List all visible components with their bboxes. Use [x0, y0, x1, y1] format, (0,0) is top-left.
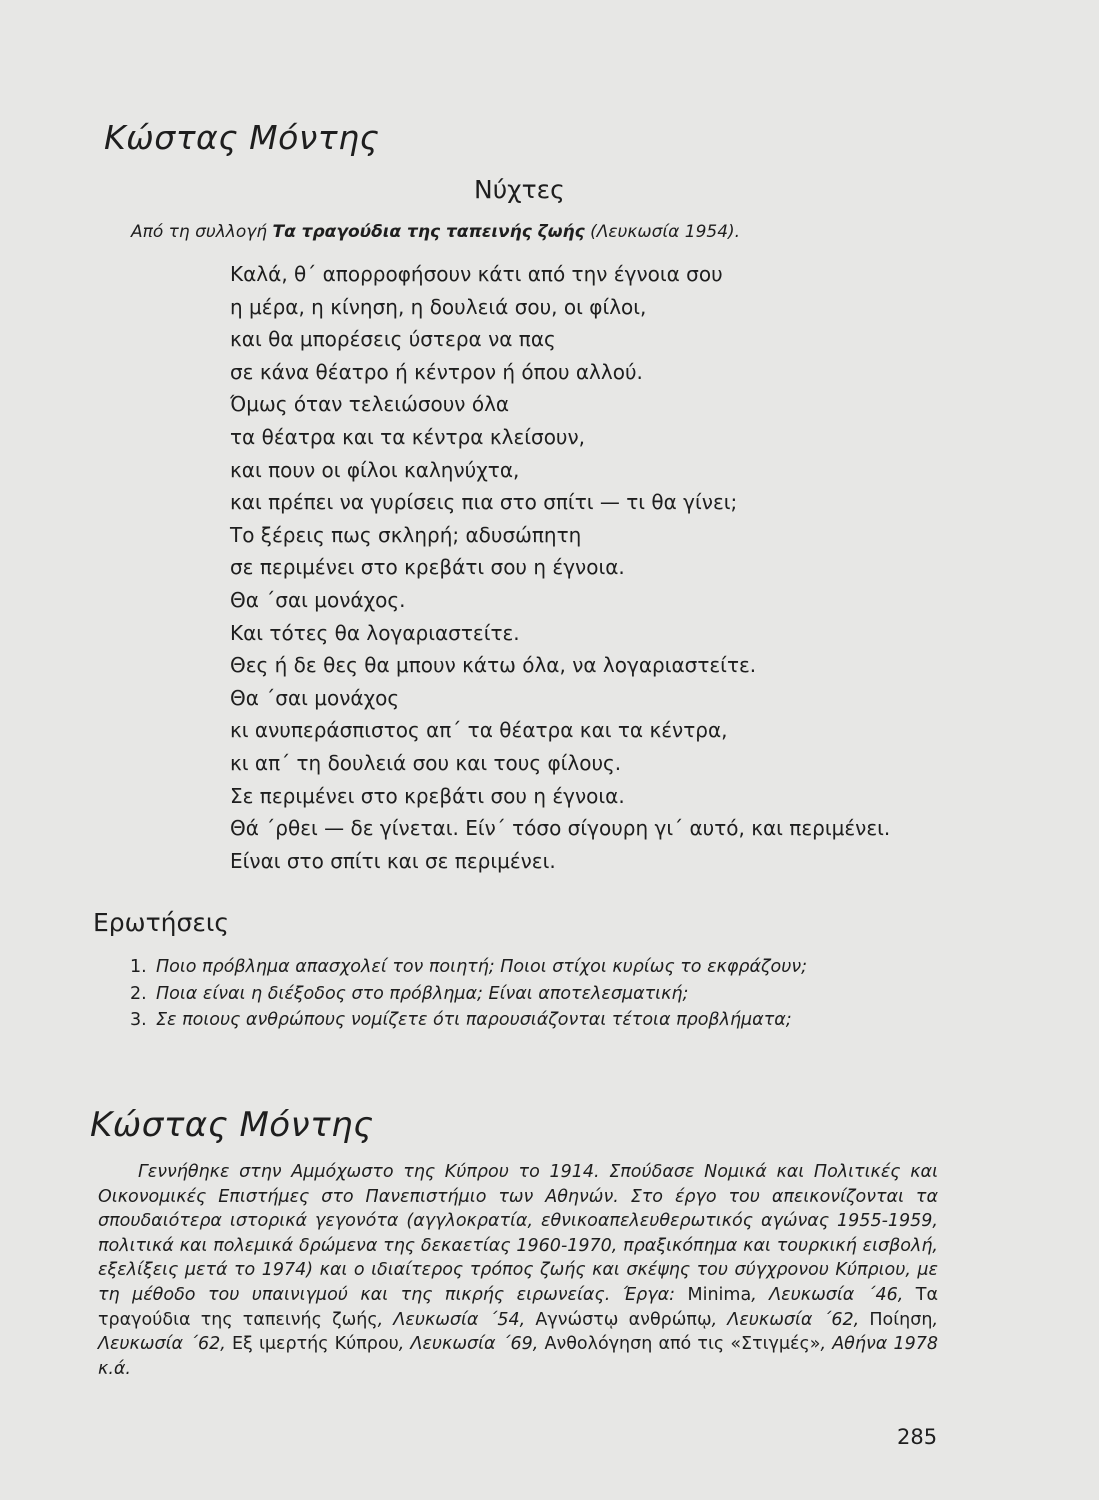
questions-list: [130, 954, 807, 1034]
poem-line: Θα ΄σαι μονάχος.: [230, 587, 406, 612]
poem-line: Το ξέρεις πως σκληρή; αδυσώπητη: [230, 522, 582, 547]
poem-line: Σε περιμένει στο κρεβάτι σου η έγνοια.: [230, 783, 625, 808]
poem-body: [230, 258, 890, 877]
poem-line: Και τότες θα λογαριαστείτε.: [230, 620, 520, 645]
poem-line: και πουν οι φίλοι καληνύχτα,: [230, 457, 520, 482]
question-number: 3.: [130, 1010, 147, 1030]
question-number: 1.: [130, 957, 147, 977]
page-number: 285: [897, 1425, 938, 1449]
question-item: [130, 1007, 807, 1034]
poem-line: Όμως όταν τελειώσουν όλα: [230, 392, 510, 417]
author-heading: Κώστας Μόντης: [104, 118, 380, 157]
author-biography: [98, 1160, 938, 1381]
work-place-year: , Λευκωσία ΄69,: [398, 1334, 545, 1355]
work-title: Τα τραγούδια της ταπεινής ζωής: [98, 1284, 938, 1330]
question-number: 2.: [130, 983, 147, 1004]
poem-line: Θά ΄ρθει — δε γίνεται. Είν΄ τόσο σίγουρη γι΄ αυτό, και περιμένει.: [230, 816, 891, 841]
work-place-year: , Λευκωσία ΄62,: [711, 1309, 870, 1330]
poem-line: και πρέπει να γυρίσεις πια στο σπίτι — τι θα γίνει;: [230, 490, 738, 515]
poem-line: Είναι στο σπίτι και σε περιμένει.: [230, 848, 556, 873]
poem-line: κι ανυπεράσπιστος απ΄ τα θέατρα και τα κέντρα,: [230, 718, 728, 743]
bio-author-heading: Κώστας Μόντης: [90, 1105, 374, 1145]
source-suffix: (Λευκωσία 1954).: [590, 222, 741, 242]
source-book-title: Τα τραγούδια της ταπεινής ζωής: [272, 222, 585, 242]
question-text: Σε ποιους ανθρώπους νομίζετε ότι παρουσιάζονται τέτοια προβλήματα;: [156, 1010, 792, 1030]
question-item: [130, 954, 807, 981]
work-title: Minima: [687, 1284, 752, 1305]
question-text: Ποιο πρόβλημα απασχολεί τον ποιητή; Ποιοι στίχοι κυρίως το εκφράζουν;: [156, 957, 808, 977]
work-place-year: , Λευκωσία ΄46,: [751, 1284, 916, 1305]
poem-line: σε κάνα θέατρο ή κέντρον ή όπου αλλού.: [230, 359, 643, 384]
poem-line: και θα μπορέσεις ύστερα να πας: [230, 327, 556, 352]
work-title: Αγνώστῳ ανθρώπῳ: [535, 1309, 712, 1330]
poem-line: τα θέατρα και τα κέντρα κλείσουν,: [230, 424, 586, 449]
poem-source: [131, 222, 740, 242]
work-place-year: , Αθήνα 1978 κ.ά.: [98, 1334, 938, 1379]
poem-line: Θες ή δε θες θα μπουν κάτω όλα, να λογαριαστείτε.: [230, 653, 757, 678]
poem-line: Θα ΄σαι μονάχος: [230, 685, 400, 710]
poem-line: η μέρα, η κίνηση, η δουλειά σου, οι φίλοι,: [230, 294, 647, 319]
poem-line: σε περιμένει στο κρεβάτι σου η έγνοια.: [230, 555, 625, 580]
questions-heading: Ερωτήσεις: [93, 908, 229, 937]
work-title: Ποίηση: [869, 1309, 933, 1330]
work-place-year: , Λευκωσία ΄62,: [98, 1309, 939, 1355]
poem-line: κι απ΄ τη δουλειά σου και τους φίλους.: [230, 750, 622, 775]
question-item: [130, 981, 807, 1008]
poem-line: Καλά, θ΄ απορροφήσουν κάτι από την έγνοια σου: [230, 262, 723, 286]
work-title: Εξ ιμερτής Κύπρου: [232, 1334, 399, 1355]
work-place-year: , Λευκωσία ΄54,: [377, 1309, 536, 1330]
poem-title: Νύχτες: [474, 175, 565, 204]
work-title: Ανθολόγηση από τις «Στιγμές»: [544, 1334, 821, 1355]
bio-text: Γεννήθηκε στην Αμμόχωστο της Κύπρου το 1914. Σπούδασε Νομικά και Πολιτικές και Οικονομικές Επιστήμες στο Πανεπιστήμιο των Αθηνών. Στο έργο του απεικονίζονται τα σπουδαιότερα ιστορικά γεγονότα (αγγλοκρατία, εθνικοαπελευθερωτικός αγώνας 1955-1959, πολιτικά και πολεμικά δρώμενα της δεκαετίας 1960-1970, πραξικόπημα και τουρκική εισβολή, εξελίξεις μετά το 1974) και ο ιδιαίτερος τρόπος ζωής και σκέψης του σύγχρονου Κύπριου, με τη μέθοδο του υπαινιγμού και της πικρής ειρωνείας. Έργα:: [98, 1162, 938, 1305]
source-prefix: Από τη συλλογή: [131, 222, 268, 242]
question-text: Ποια είναι η διέξοδος στο πρόβλημα; Είναι αποτελεσματική;: [156, 983, 689, 1004]
